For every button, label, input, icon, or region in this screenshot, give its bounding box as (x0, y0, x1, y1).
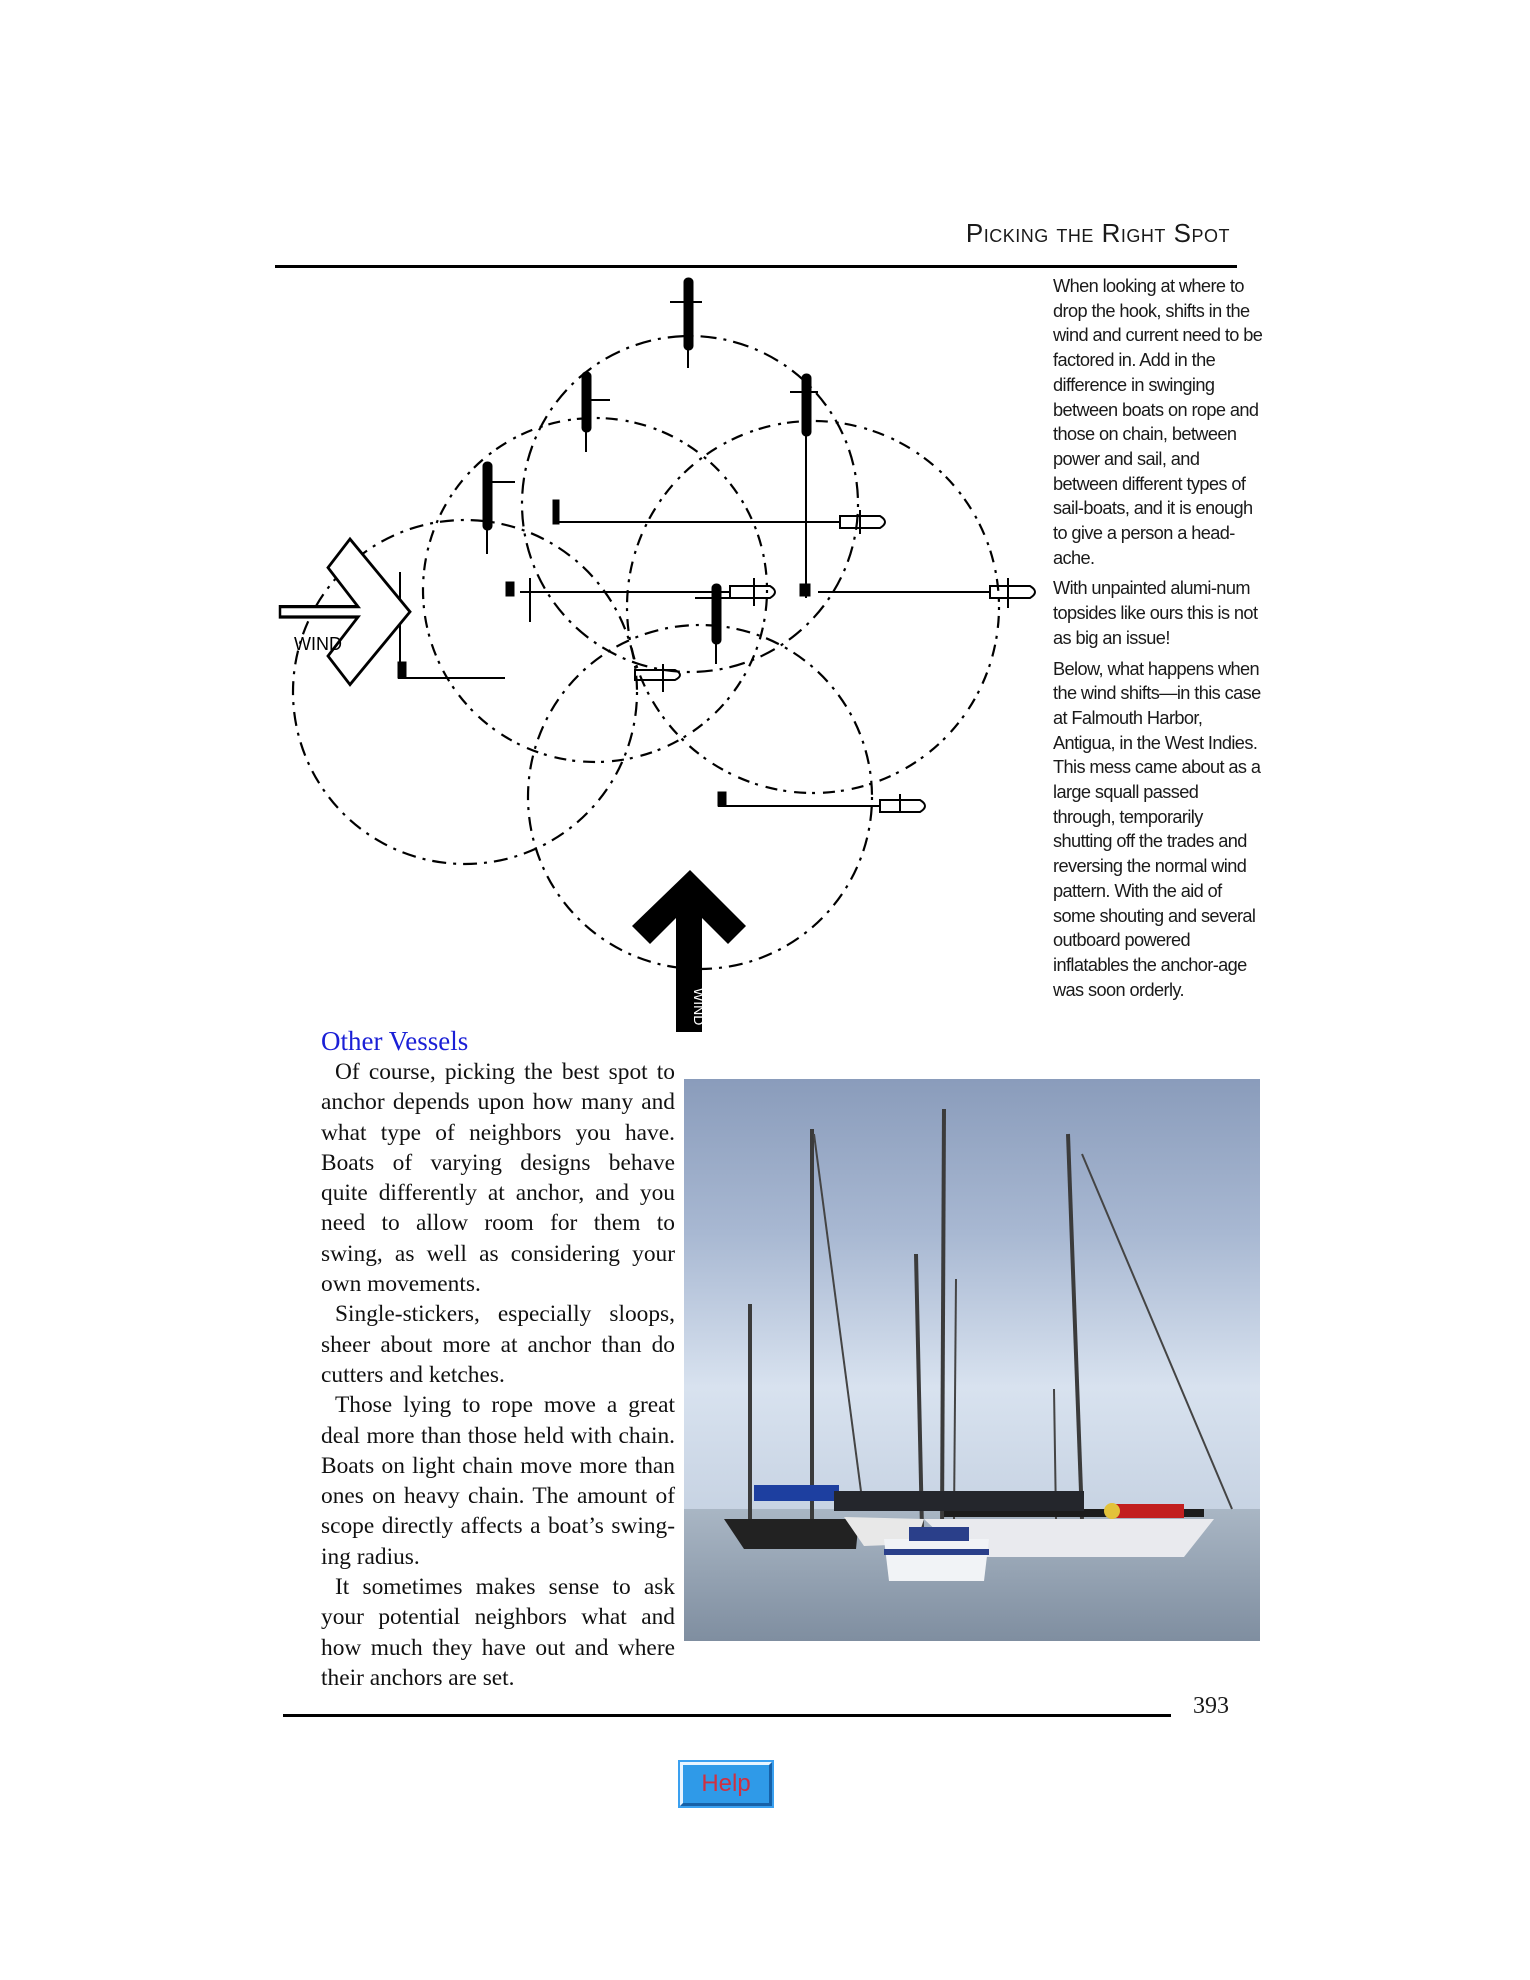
header-rule (275, 265, 1237, 268)
boat-icon (398, 572, 505, 678)
caption-paragraph: With unpainted alumi-num topsides like ours this is not as big an issue! (1053, 578, 1258, 648)
boat-icon (695, 584, 740, 664)
anchorage-photo (684, 1079, 1260, 1641)
body-text (321, 1057, 675, 1693)
boat-icon (790, 374, 818, 598)
body-paragraph: Single-stickers, especially sloops, sheer about more at anchor than do cutters and ketches. (321, 1301, 675, 1388)
body-paragraph: Of course, picking the best spot to anchor depends upon how many and what type of neighbors you have. Boats of varying designs behave quite differently at anchor, and you need to allow room for them to swing, as well as considering your own movements. (321, 1059, 675, 1298)
boat-icon (670, 278, 702, 368)
sidebar-caption (1053, 274, 1263, 1008)
body-paragraph: Those lying to rope move a great deal more than those held with chain. Boats on light chain move more than ones on heavy chain. The amount of scope directly affects a boat’s swing-ing radius. (321, 1392, 675, 1570)
boat-icon (483, 462, 515, 554)
page-number: 393 (1193, 1693, 1229, 1719)
wind-arrow-left-icon (280, 539, 410, 685)
wind-label-bottom: WIND (691, 988, 707, 1026)
section-heading: Other Vessels (321, 1026, 469, 1056)
help-button[interactable]: Help (680, 1762, 772, 1806)
boat-icon (582, 372, 610, 452)
boat-icon (553, 500, 885, 534)
boat-icon (506, 578, 775, 622)
swing-circle-diagram (270, 272, 1040, 1032)
footer-rule (283, 1714, 1171, 1717)
caption-paragraph: Below, what happens when the wind shifts—in this case at Falmouth Harbor, Antigua, in the West Indies. This mess came about as a large squall passed through, temporarily shutting off the trades and reversing the normal wind pattern. With the aid of some shouting and several outboard powered inflatables the anchor-age was soon orderly. (1053, 658, 1261, 1000)
boat-icon (800, 578, 1035, 608)
boat-icon (718, 792, 925, 812)
wind-arrow-up-icon (632, 870, 746, 1032)
wind-label-left: WIND (294, 634, 342, 654)
swing-circle (627, 421, 999, 793)
body-paragraph: It sometimes makes sense to ask your potential neighbors what and how much they have out and where their anchors are set. (321, 1574, 675, 1691)
running-title: Picking the Right Spot (965, 218, 1230, 248)
caption-paragraph: When looking at where to drop the hook, shifts in the wind and current need to be factored in. Add in the difference in swinging between boats on rope and those on chain, between power and sail, and between different types of sail-boats, and it is enough to give a person a head-ache. (1053, 276, 1263, 568)
